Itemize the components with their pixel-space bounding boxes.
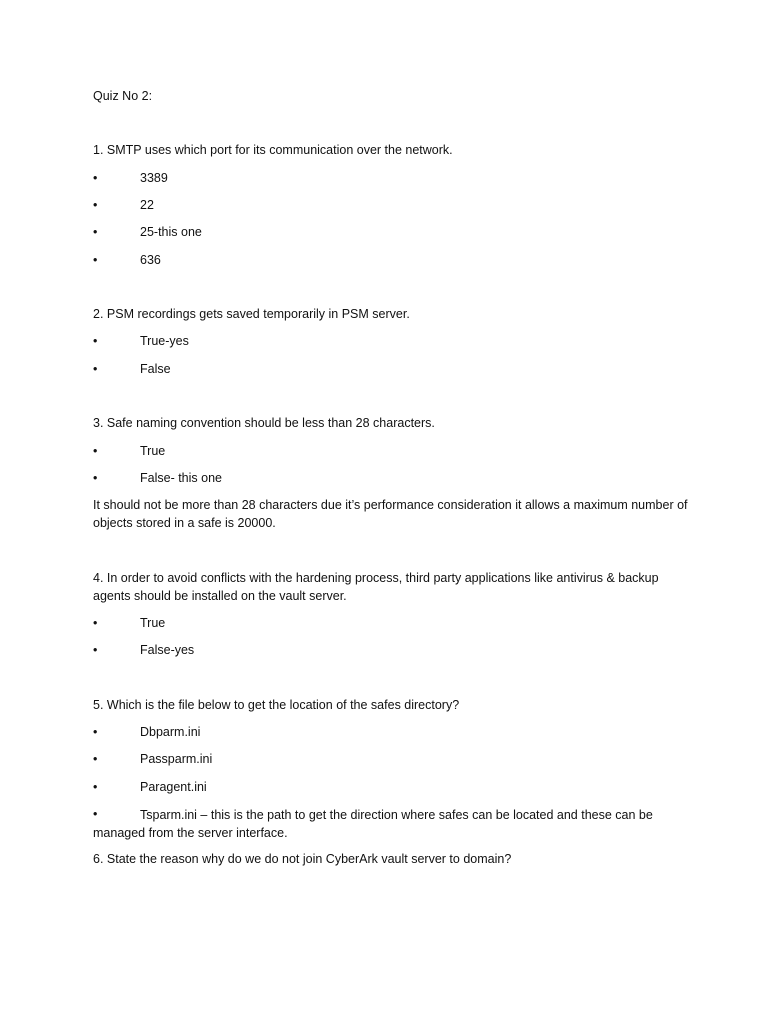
- q1-option-3: 25-this one: [140, 225, 202, 239]
- bullet: •: [93, 198, 98, 212]
- q5-option-3: Paragent.ini: [140, 780, 207, 794]
- bullet: •: [93, 362, 98, 376]
- question-6: 6. State the reason why do we do not join CyberArk vault server to domain?: [93, 852, 512, 866]
- q1-option-4: 636: [140, 253, 161, 267]
- q3-option-2: False- this one: [140, 471, 222, 485]
- question-1: 1. SMTP uses which port for its communication over the network.: [93, 143, 453, 157]
- bullet: •: [93, 225, 98, 239]
- quiz-title: Quiz No 2:: [93, 89, 153, 103]
- q1-option-1: 3389: [140, 171, 168, 185]
- bullet: •: [93, 643, 98, 657]
- q2-option-2: False: [140, 362, 171, 376]
- q4-option-2: False-yes: [140, 643, 195, 657]
- q2-option-1: True-yes: [140, 334, 189, 348]
- bullet: •: [93, 471, 98, 485]
- bullet: •: [93, 725, 98, 739]
- q5-option-2: Passparm.ini: [140, 752, 213, 766]
- bullet: •: [93, 444, 98, 458]
- q5-option-4: Tsparm.ini – this is the path to get the direction where safes can be located and these can be managed from the server interface.: [93, 808, 653, 840]
- question-4: 4. In order to avoid conflicts with the hardening process, third party applications like antivirus & backup agents should be installed on the vault server.: [93, 571, 659, 603]
- bullet: •: [93, 752, 98, 766]
- question-3: 3. Safe naming convention should be less than 28 characters.: [93, 416, 435, 430]
- bullet: •: [93, 807, 98, 821]
- q4-option-1: True: [140, 616, 166, 630]
- q5-option-1: Dbparm.ini: [140, 725, 201, 739]
- bullet: •: [93, 253, 98, 267]
- q3-explanation: It should not be more than 28 characters due it’s performance consideration it allows a maximum number of objects stored in a safe is 20000.: [93, 498, 688, 530]
- question-5: 5. Which is the file below to get the location of the safes directory?: [93, 698, 460, 712]
- question-2: 2. PSM recordings gets saved temporarily in PSM server.: [93, 307, 410, 321]
- bullet: •: [93, 171, 98, 185]
- q1-option-2: 22: [140, 198, 154, 212]
- q3-option-1: True: [140, 444, 166, 458]
- bullet: •: [93, 780, 98, 794]
- bullet: •: [93, 616, 98, 630]
- bullet: •: [93, 334, 98, 348]
